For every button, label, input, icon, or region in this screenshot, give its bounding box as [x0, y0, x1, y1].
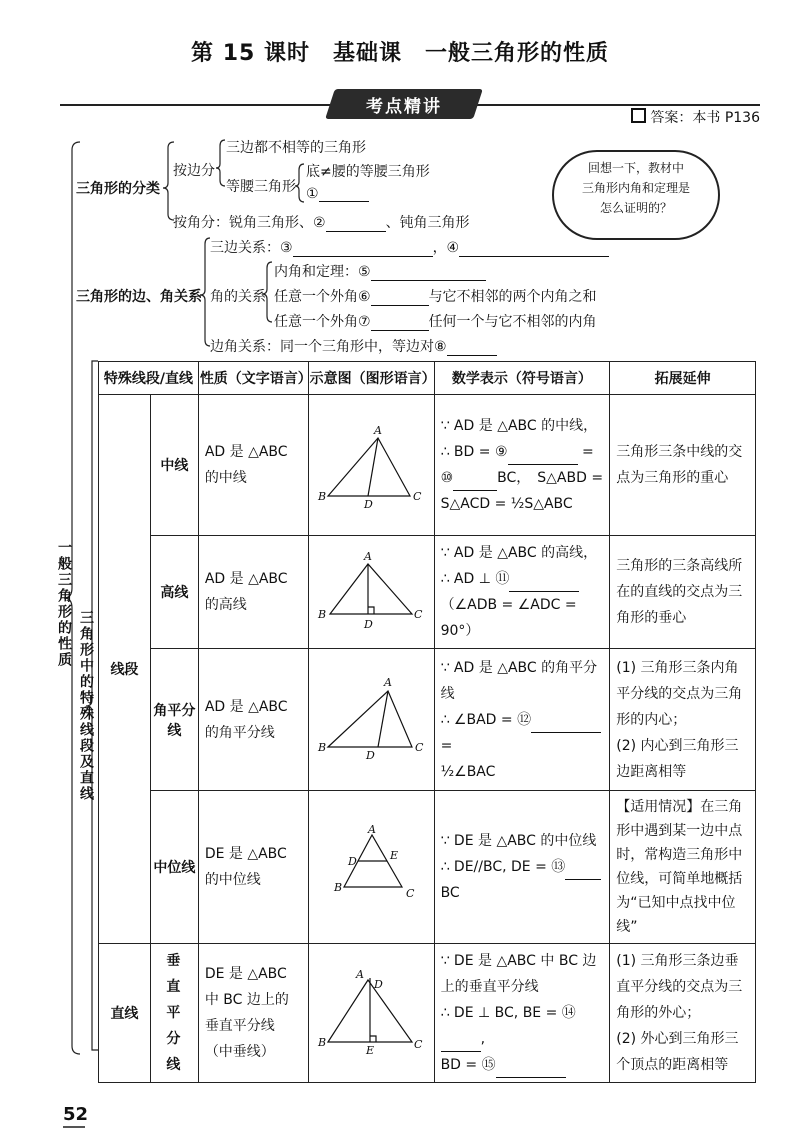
- row-property: AD 是 △ABC 的高线: [198, 536, 308, 649]
- blank-line[interactable]: [371, 265, 486, 281]
- svg-text:D: D: [364, 618, 373, 630]
- page-number: 52: [63, 1104, 89, 1125]
- header-cell: 拓展延伸: [610, 362, 756, 395]
- by-side-label: 按边分: [173, 163, 215, 179]
- blank-line[interactable]: [319, 186, 369, 202]
- special-lines-table: [98, 361, 756, 1083]
- row-name: 高线: [150, 536, 198, 649]
- header-cell: 特殊线段/直线: [99, 362, 199, 395]
- blank-line[interactable]: [441, 1036, 481, 1052]
- svg-text:B: B: [318, 608, 327, 621]
- svg-text:B: B: [318, 490, 327, 503]
- row-math: ∵ DE 是 △ABC 中 BC 边上的垂直平分线 ∴ DE ⊥ BC, BE = ⑭, BD = ⑮: [434, 944, 610, 1083]
- svg-text:C: C: [415, 740, 424, 754]
- svg-text:C: C: [414, 1038, 423, 1051]
- table-row: [99, 649, 756, 791]
- table-row: [99, 944, 756, 1083]
- exterior-angle-1: 任意一个外角⑥ 与它不相邻的两个内角之和: [274, 289, 597, 305]
- svg-text:A: A: [374, 424, 383, 437]
- svg-text:D: D: [348, 855, 357, 868]
- answer-reference: 答案：本书 P136: [631, 107, 760, 127]
- diagram-median: [308, 395, 434, 536]
- row-math: ∵ AD 是 △ABC 的中线， ∴ BD = ⑨ = ⑩ BC， S△ABD = S△ACD = ½S△ABC: [434, 395, 610, 536]
- side-relation: 三边关系：③ ，④: [210, 237, 609, 257]
- side-label-inner: 三角形中的特殊线段及直线: [78, 610, 94, 802]
- svg-text:B: B: [318, 1036, 327, 1049]
- row-extension: 三角形三条中线的交点为三角形的重心: [610, 395, 756, 536]
- diagram-midline: [308, 791, 434, 944]
- isosceles-text: 等腰三角形: [226, 179, 296, 195]
- blank-line[interactable]: [371, 290, 429, 306]
- svg-text:E: E: [390, 849, 399, 862]
- blank-line[interactable]: [496, 1062, 566, 1078]
- svg-text:B: B: [318, 740, 327, 754]
- svg-text:D: D: [374, 978, 383, 991]
- section-banner-text: 考点精讲: [366, 97, 442, 117]
- triangle-figure: [316, 673, 426, 763]
- page-title: 第 15 课时 基础课 一般三角形的性质: [191, 41, 609, 66]
- group-line: 直线: [99, 944, 151, 1083]
- row-name: 中线: [150, 395, 198, 536]
- blank-line[interactable]: [509, 576, 579, 592]
- blank-line[interactable]: [565, 864, 601, 880]
- diagram-altitude: [308, 536, 434, 649]
- row-name: 角平分线: [150, 649, 198, 791]
- angle-sum-text: 内角和定理：⑤: [274, 261, 486, 281]
- svg-text:C: C: [414, 608, 423, 621]
- row-math: ∵ AD 是 △ABC 的高线， ∴ AD ⊥ ⑪ （∠ADB = ∠ADC = 90°）: [434, 536, 610, 649]
- by-angle-text: 按角分：锐角三角形、② 、钝角三角形: [173, 215, 470, 231]
- exterior-angle-2: 任意一个外角⑦ 任何一个与它不相邻的内角: [274, 314, 597, 330]
- row-name: 垂直平分线: [150, 944, 198, 1083]
- svg-text:E: E: [366, 1044, 375, 1056]
- svg-text:A: A: [368, 825, 377, 836]
- svg-text:D: D: [364, 498, 373, 508]
- svg-text:C: C: [413, 490, 422, 503]
- blank-1: ①: [306, 186, 369, 202]
- row-property: DE 是 △ABC 中 BC 边上的垂直平分线（中垂线）: [198, 944, 308, 1083]
- page-number-underline: [63, 1126, 85, 1128]
- triangle-figure: [316, 550, 426, 630]
- relations-label: 三角形的边、角关系: [76, 289, 202, 305]
- row-extension: 【适用情况】在三角形中遇到某一边中点时，常构造三角形中位线，可简单地概括为“已知中点找中位线”: [610, 791, 756, 944]
- row-math: ∵ DE 是 △ABC 的中位线 ∴ DE//BC, DE = ⑬BC: [434, 791, 610, 944]
- side-angle-relation: 边角关系：同一个三角形中，等边对⑧: [210, 336, 497, 356]
- blank-line[interactable]: [371, 315, 429, 331]
- blank-line[interactable]: [447, 340, 497, 356]
- row-property: DE 是 △ABC 的中位线: [198, 791, 308, 944]
- header-cell: 示意图（图形语言）: [308, 362, 434, 395]
- triangle-figure: [316, 825, 426, 905]
- group-segment: 线段: [99, 395, 151, 944]
- table-row: [99, 791, 756, 944]
- row-extension: (1) 三角形三条边垂直平分线的交点为三角形的外心； (2) 外心到三角形三个顶点的距离相等: [610, 944, 756, 1083]
- row-math: ∵ AD 是 △ABC 的角平分线 ∴ ∠BAD = ⑫ = ½∠BAC: [434, 649, 610, 791]
- row-property: AD 是 △ABC 的角平分线: [198, 649, 308, 791]
- blank-line[interactable]: [508, 449, 578, 465]
- blank-line[interactable]: [459, 241, 609, 257]
- row-name: 中位线: [150, 791, 198, 944]
- base-ne-leg-text: 底≠腰的等腰三角形: [306, 164, 430, 180]
- classification-label: 三角形的分类: [76, 181, 160, 197]
- row-property: AD 是 △ABC 的中线: [198, 395, 308, 536]
- svg-text:A: A: [364, 550, 373, 563]
- table-row: [99, 395, 756, 536]
- svg-text:A: A: [384, 675, 393, 689]
- svg-text:A: A: [356, 968, 365, 981]
- blank-line[interactable]: [531, 717, 601, 733]
- svg-text:B: B: [334, 881, 343, 894]
- header-cell: 数学表示（符号语言）: [434, 362, 610, 395]
- table-row: [99, 536, 756, 649]
- scalene-text: 三边都不相等的三角形: [226, 140, 366, 156]
- svg-text:C: C: [406, 887, 415, 900]
- row-extension: 三角形的三条高线所在的直线的交点为三角形的垂心: [610, 536, 756, 649]
- svg-text:D: D: [366, 748, 375, 762]
- header-cell: 性质（文字语言）: [198, 362, 308, 395]
- triangle-figure: [316, 418, 426, 508]
- blank-line[interactable]: [326, 216, 386, 232]
- diagram-perpendicular-bisector: [308, 944, 434, 1083]
- table-header-row: [99, 362, 756, 395]
- row-extension: (1) 三角形三条内角平分线的交点为三角形的内心； (2) 内心到三角形三边距离相等: [610, 649, 756, 791]
- angle-relation-label: 角的关系: [210, 289, 266, 305]
- blank-line[interactable]: [453, 475, 497, 491]
- diagram-bisector: [308, 649, 434, 791]
- blank-line[interactable]: [293, 241, 433, 257]
- thought-cloud: 回想一下，教材中 三角形内角和定理是 怎么证明的？: [552, 150, 720, 240]
- side-label-outer: 一般三角形的性质: [56, 540, 72, 668]
- triangle-figure: [316, 966, 426, 1056]
